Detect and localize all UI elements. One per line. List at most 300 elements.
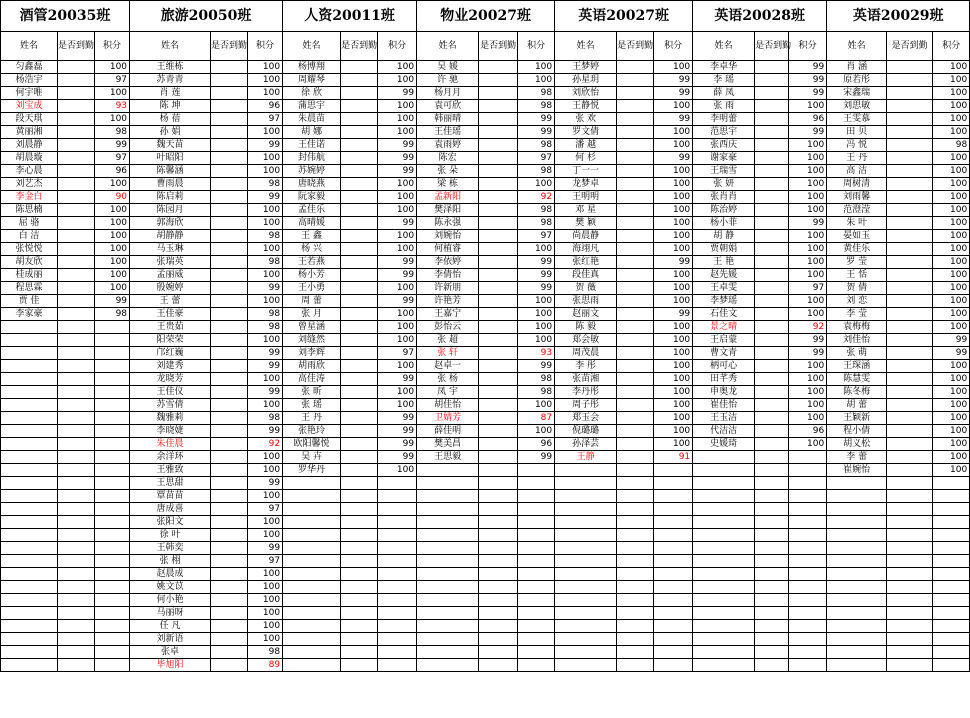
attended-cell[interactable] [211, 321, 248, 334]
attended-cell[interactable] [58, 204, 95, 217]
score-cell[interactable]: 91 [654, 451, 693, 464]
attended-cell[interactable] [58, 191, 95, 204]
score-cell[interactable]: 100 [933, 295, 970, 308]
attended-cell[interactable] [887, 61, 933, 74]
student-name[interactable]: 王韩奕 [130, 542, 211, 555]
student-name[interactable]: 郭海欣 [130, 217, 211, 230]
attended-cell[interactable] [887, 87, 933, 100]
student-name[interactable]: 张 雨 [693, 100, 755, 113]
score-cell[interactable]: 100 [248, 373, 283, 386]
student-name[interactable]: 李梦瑶 [693, 295, 755, 308]
attended-cell[interactable] [887, 386, 933, 399]
attended-cell[interactable] [58, 139, 95, 152]
student-name[interactable]: 韩丽晴 [417, 113, 479, 126]
attended-cell[interactable] [617, 308, 654, 321]
student-name[interactable]: 杨小芳 [283, 269, 341, 282]
score-cell[interactable]: 99 [248, 425, 283, 438]
attended-cell[interactable] [341, 269, 378, 282]
empty-cell[interactable] [555, 581, 617, 594]
score-cell[interactable]: 99 [378, 152, 417, 165]
student-name[interactable]: 王维栋 [130, 61, 211, 74]
attended-cell[interactable] [341, 61, 378, 74]
score-cell[interactable]: 98 [518, 217, 555, 230]
score-cell[interactable]: 98 [95, 126, 130, 139]
empty-cell[interactable] [341, 620, 378, 633]
empty-cell[interactable] [95, 399, 130, 412]
empty-cell[interactable] [518, 516, 555, 529]
attended-cell[interactable] [58, 308, 95, 321]
student-name[interactable]: 冯 悦 [827, 139, 887, 152]
student-name[interactable]: 刘缝然 [283, 334, 341, 347]
empty-cell[interactable] [789, 646, 827, 659]
score-cell[interactable]: 97 [248, 503, 283, 516]
student-name[interactable]: 崔婉怡 [827, 464, 887, 477]
attended-cell[interactable] [341, 243, 378, 256]
attended-cell[interactable] [341, 100, 378, 113]
attended-cell[interactable] [887, 373, 933, 386]
empty-cell[interactable] [555, 464, 617, 477]
score-cell[interactable]: 100 [789, 308, 827, 321]
score-cell[interactable]: 100 [248, 607, 283, 620]
attended-cell[interactable] [617, 269, 654, 282]
empty-cell[interactable] [887, 581, 933, 594]
score-cell[interactable]: 99 [248, 139, 283, 152]
score-cell[interactable]: 100 [248, 74, 283, 87]
score-cell[interactable]: 100 [248, 594, 283, 607]
attended-cell[interactable] [341, 360, 378, 373]
attended-cell[interactable] [341, 425, 378, 438]
empty-cell[interactable] [283, 568, 341, 581]
empty-cell[interactable] [378, 490, 417, 503]
empty-cell[interactable] [693, 529, 755, 542]
attended-cell[interactable] [617, 113, 654, 126]
attended-cell[interactable] [479, 308, 518, 321]
attended-cell[interactable] [887, 412, 933, 425]
student-name[interactable]: 周 蕾 [283, 295, 341, 308]
score-cell[interactable]: 99 [518, 451, 555, 464]
empty-cell[interactable] [95, 438, 130, 451]
attended-cell[interactable] [211, 555, 248, 568]
empty-cell[interactable] [95, 542, 130, 555]
score-cell[interactable]: 100 [933, 217, 970, 230]
empty-cell[interactable] [887, 503, 933, 516]
attended-cell[interactable] [479, 412, 518, 425]
score-cell[interactable]: 99 [654, 256, 693, 269]
attended-cell[interactable] [479, 113, 518, 126]
student-name[interactable]: 丁一一 [555, 165, 617, 178]
score-cell[interactable]: 99 [654, 308, 693, 321]
attended-cell[interactable] [341, 256, 378, 269]
empty-cell[interactable] [1, 516, 58, 529]
student-name[interactable]: 邓 星 [555, 204, 617, 217]
empty-cell[interactable] [755, 451, 789, 464]
attended-cell[interactable] [479, 347, 518, 360]
score-cell[interactable]: 96 [518, 438, 555, 451]
empty-cell[interactable] [1, 425, 58, 438]
empty-cell[interactable] [887, 516, 933, 529]
student-name[interactable]: 薛佳明 [417, 425, 479, 438]
attended-cell[interactable] [211, 178, 248, 191]
attended-cell[interactable] [617, 217, 654, 230]
empty-cell[interactable] [378, 516, 417, 529]
empty-cell[interactable] [341, 659, 378, 672]
student-name[interactable]: 邝红巍 [130, 347, 211, 360]
empty-cell[interactable] [1, 386, 58, 399]
student-name[interactable]: 卫婧芳 [417, 412, 479, 425]
student-name[interactable]: 刘欣怡 [555, 87, 617, 100]
attended-cell[interactable] [887, 204, 933, 217]
score-cell[interactable]: 99 [378, 451, 417, 464]
student-name[interactable]: 樊美昌 [417, 438, 479, 451]
score-cell[interactable]: 100 [248, 334, 283, 347]
score-cell[interactable]: 100 [248, 165, 283, 178]
student-name[interactable]: 樊泽阳 [417, 204, 479, 217]
student-name[interactable]: 杨 蓓 [130, 113, 211, 126]
score-cell[interactable]: 99 [789, 61, 827, 74]
empty-cell[interactable] [617, 633, 654, 646]
empty-cell[interactable] [479, 542, 518, 555]
attended-cell[interactable] [211, 516, 248, 529]
empty-cell[interactable] [789, 633, 827, 646]
score-cell[interactable]: 99 [789, 217, 827, 230]
attended-cell[interactable] [341, 347, 378, 360]
student-name[interactable]: 彭怡云 [417, 321, 479, 334]
empty-cell[interactable] [378, 555, 417, 568]
empty-cell[interactable] [827, 503, 887, 516]
attended-cell[interactable] [211, 204, 248, 217]
empty-cell[interactable] [417, 633, 479, 646]
student-name[interactable]: 黄佳乐 [827, 243, 887, 256]
student-name[interactable]: 何小艳 [130, 594, 211, 607]
score-cell[interactable]: 100 [933, 61, 970, 74]
attended-cell[interactable] [341, 74, 378, 87]
student-name[interactable]: 李倩怡 [417, 269, 479, 282]
score-cell[interactable]: 100 [933, 126, 970, 139]
empty-cell[interactable] [479, 464, 518, 477]
student-name[interactable]: 徐 欣 [283, 87, 341, 100]
empty-cell[interactable] [933, 581, 970, 594]
attended-cell[interactable] [755, 204, 789, 217]
student-name[interactable]: 朱晨苗 [283, 113, 341, 126]
empty-cell[interactable] [95, 360, 130, 373]
empty-cell[interactable] [518, 620, 555, 633]
student-name[interactable]: 阳荣荣 [130, 334, 211, 347]
score-cell[interactable]: 89 [248, 659, 283, 672]
attended-cell[interactable] [211, 464, 248, 477]
score-cell[interactable]: 87 [518, 412, 555, 425]
empty-cell[interactable] [933, 555, 970, 568]
empty-cell[interactable] [95, 607, 130, 620]
student-name[interactable]: 王佳瑶 [417, 126, 479, 139]
score-cell[interactable]: 100 [248, 451, 283, 464]
score-cell[interactable]: 100 [248, 490, 283, 503]
score-cell[interactable]: 100 [789, 295, 827, 308]
empty-cell[interactable] [933, 633, 970, 646]
empty-cell[interactable] [617, 620, 654, 633]
empty-cell[interactable] [617, 646, 654, 659]
student-name[interactable]: 王静 [555, 451, 617, 464]
student-name[interactable]: 何植睿 [417, 243, 479, 256]
attended-cell[interactable] [755, 87, 789, 100]
student-name[interactable]: 杨博翔 [283, 61, 341, 74]
empty-cell[interactable] [789, 594, 827, 607]
student-name[interactable]: 杨 兴 [283, 243, 341, 256]
score-cell[interactable]: 99 [789, 74, 827, 87]
score-cell[interactable]: 98 [518, 139, 555, 152]
student-name[interactable]: 范澄滢 [827, 204, 887, 217]
empty-cell[interactable] [518, 594, 555, 607]
score-cell[interactable]: 100 [933, 399, 970, 412]
empty-cell[interactable] [518, 568, 555, 581]
empty-cell[interactable] [887, 490, 933, 503]
student-name[interactable]: 杨浩宇 [1, 74, 58, 87]
attended-cell[interactable] [211, 243, 248, 256]
attended-cell[interactable] [755, 191, 789, 204]
empty-cell[interactable] [555, 542, 617, 555]
attended-cell[interactable] [211, 620, 248, 633]
attended-cell[interactable] [755, 308, 789, 321]
score-cell[interactable]: 99 [378, 373, 417, 386]
empty-cell[interactable] [755, 594, 789, 607]
empty-cell[interactable] [789, 659, 827, 672]
empty-cell[interactable] [283, 659, 341, 672]
score-cell[interactable]: 98 [248, 308, 283, 321]
score-cell[interactable]: 100 [933, 256, 970, 269]
empty-cell[interactable] [95, 334, 130, 347]
score-cell[interactable]: 98 [518, 87, 555, 100]
student-name[interactable]: 高 洁 [827, 165, 887, 178]
empty-cell[interactable] [755, 503, 789, 516]
empty-cell[interactable] [58, 659, 95, 672]
attended-cell[interactable] [58, 74, 95, 87]
score-cell[interactable]: 100 [933, 412, 970, 425]
score-cell[interactable]: 100 [95, 87, 130, 100]
attended-cell[interactable] [479, 139, 518, 152]
score-cell[interactable]: 99 [248, 191, 283, 204]
score-cell[interactable]: 99 [378, 412, 417, 425]
empty-cell[interactable] [827, 529, 887, 542]
attended-cell[interactable] [479, 295, 518, 308]
score-cell[interactable]: 100 [95, 61, 130, 74]
empty-cell[interactable] [654, 529, 693, 542]
empty-cell[interactable] [654, 607, 693, 620]
empty-cell[interactable] [755, 646, 789, 659]
student-name[interactable]: 刘建秀 [130, 360, 211, 373]
empty-cell[interactable] [617, 581, 654, 594]
empty-cell[interactable] [617, 594, 654, 607]
student-name[interactable]: 胡晨璇 [1, 152, 58, 165]
score-cell[interactable]: 100 [933, 204, 970, 217]
student-name[interactable]: 马丽呀 [130, 607, 211, 620]
empty-cell[interactable] [417, 568, 479, 581]
empty-cell[interactable] [341, 516, 378, 529]
score-cell[interactable]: 100 [518, 334, 555, 347]
attended-cell[interactable] [887, 191, 933, 204]
attended-cell[interactable] [617, 74, 654, 87]
student-name[interactable]: 阮家毅 [283, 191, 341, 204]
student-name[interactable]: 张瑞英 [130, 256, 211, 269]
empty-cell[interactable] [58, 646, 95, 659]
student-name[interactable]: 王佳豪 [130, 308, 211, 321]
empty-cell[interactable] [555, 516, 617, 529]
student-name[interactable]: 李晓婕 [130, 425, 211, 438]
score-cell[interactable]: 99 [518, 126, 555, 139]
empty-cell[interactable] [617, 607, 654, 620]
score-cell[interactable]: 100 [789, 243, 827, 256]
student-name[interactable]: 唐成喜 [130, 503, 211, 516]
empty-cell[interactable] [1, 594, 58, 607]
empty-cell[interactable] [755, 542, 789, 555]
empty-cell[interactable] [95, 425, 130, 438]
student-name[interactable]: 景之晴 [693, 321, 755, 334]
empty-cell[interactable] [378, 607, 417, 620]
empty-cell[interactable] [693, 594, 755, 607]
empty-cell[interactable] [378, 568, 417, 581]
attended-cell[interactable] [887, 438, 933, 451]
score-cell[interactable]: 99 [378, 295, 417, 308]
empty-cell[interactable] [479, 646, 518, 659]
attended-cell[interactable] [211, 360, 248, 373]
empty-cell[interactable] [789, 464, 827, 477]
student-name[interactable]: 肖 涵 [827, 61, 887, 74]
empty-cell[interactable] [417, 477, 479, 490]
student-name[interactable]: 王 丹 [283, 412, 341, 425]
attended-cell[interactable] [755, 321, 789, 334]
score-cell[interactable]: 97 [518, 230, 555, 243]
empty-cell[interactable] [887, 568, 933, 581]
score-cell[interactable]: 100 [248, 61, 283, 74]
student-name[interactable]: 周茂晨 [555, 347, 617, 360]
empty-cell[interactable] [95, 477, 130, 490]
empty-cell[interactable] [518, 542, 555, 555]
empty-cell[interactable] [95, 412, 130, 425]
score-cell[interactable]: 99 [95, 139, 130, 152]
student-name[interactable]: 胡 蕾 [827, 399, 887, 412]
attended-cell[interactable] [755, 412, 789, 425]
empty-cell[interactable] [887, 529, 933, 542]
score-cell[interactable]: 99 [933, 334, 970, 347]
empty-cell[interactable] [693, 477, 755, 490]
score-cell[interactable]: 100 [933, 230, 970, 243]
score-cell[interactable]: 100 [378, 230, 417, 243]
empty-cell[interactable] [417, 659, 479, 672]
attended-cell[interactable] [755, 126, 789, 139]
attended-cell[interactable] [58, 113, 95, 126]
score-cell[interactable]: 100 [654, 347, 693, 360]
empty-cell[interactable] [789, 490, 827, 503]
score-cell[interactable]: 100 [789, 204, 827, 217]
empty-cell[interactable] [933, 607, 970, 620]
empty-cell[interactable] [518, 529, 555, 542]
score-cell[interactable]: 100 [789, 191, 827, 204]
score-cell[interactable]: 100 [654, 178, 693, 191]
student-name[interactable]: 贺 倩 [827, 282, 887, 295]
attended-cell[interactable] [617, 139, 654, 152]
score-cell[interactable]: 100 [248, 295, 283, 308]
attended-cell[interactable] [887, 308, 933, 321]
student-name[interactable]: 程思霖 [1, 282, 58, 295]
attended-cell[interactable] [755, 256, 789, 269]
student-name[interactable]: 罗文倩 [555, 126, 617, 139]
attended-cell[interactable] [341, 126, 378, 139]
empty-cell[interactable] [617, 516, 654, 529]
student-name[interactable]: 周耀琴 [283, 74, 341, 87]
student-name[interactable]: 张西庆 [693, 139, 755, 152]
attended-cell[interactable] [755, 74, 789, 87]
attended-cell[interactable] [211, 451, 248, 464]
attended-cell[interactable] [617, 321, 654, 334]
student-name[interactable]: 李明蕾 [693, 113, 755, 126]
score-cell[interactable]: 100 [789, 256, 827, 269]
empty-cell[interactable] [58, 633, 95, 646]
student-name[interactable]: 梁 栋 [417, 178, 479, 191]
attended-cell[interactable] [58, 165, 95, 178]
attended-cell[interactable] [341, 217, 378, 230]
attended-cell[interactable] [341, 308, 378, 321]
student-name[interactable]: 陈永强 [417, 217, 479, 230]
student-name[interactable]: 石佳文 [693, 308, 755, 321]
attended-cell[interactable] [211, 412, 248, 425]
empty-cell[interactable] [933, 516, 970, 529]
empty-cell[interactable] [827, 646, 887, 659]
student-name[interactable]: 张卓 [130, 646, 211, 659]
attended-cell[interactable] [211, 87, 248, 100]
empty-cell[interactable] [789, 503, 827, 516]
student-name[interactable]: 胡友欣 [1, 256, 58, 269]
student-name[interactable]: 王启蒙 [693, 334, 755, 347]
empty-cell[interactable] [58, 542, 95, 555]
attended-cell[interactable] [341, 438, 378, 451]
attended-cell[interactable] [211, 152, 248, 165]
score-cell[interactable]: 99 [654, 113, 693, 126]
student-name[interactable]: 张 超 [417, 334, 479, 347]
score-cell[interactable]: 100 [518, 74, 555, 87]
attended-cell[interactable] [58, 152, 95, 165]
student-name[interactable]: 黄丽湘 [1, 126, 58, 139]
attended-cell[interactable] [755, 360, 789, 373]
student-name[interactable]: 王雅致 [130, 464, 211, 477]
empty-cell[interactable] [654, 555, 693, 568]
attended-cell[interactable] [755, 230, 789, 243]
attended-cell[interactable] [341, 399, 378, 412]
student-name[interactable]: 王佳诺 [283, 139, 341, 152]
student-name[interactable]: 高佳涛 [283, 373, 341, 386]
empty-cell[interactable] [283, 555, 341, 568]
score-cell[interactable]: 99 [378, 438, 417, 451]
score-cell[interactable]: 100 [378, 243, 417, 256]
student-name[interactable]: 赵晨成 [130, 568, 211, 581]
score-cell[interactable]: 100 [248, 126, 283, 139]
student-name[interactable]: 原若彤 [827, 74, 887, 87]
student-name[interactable]: 范思宇 [693, 126, 755, 139]
score-cell[interactable]: 100 [789, 386, 827, 399]
attended-cell[interactable] [211, 347, 248, 360]
student-name[interactable]: 匀鑫磊 [1, 61, 58, 74]
attended-cell[interactable] [887, 464, 933, 477]
empty-cell[interactable] [827, 659, 887, 672]
score-cell[interactable]: 99 [654, 74, 693, 87]
empty-cell[interactable] [378, 581, 417, 594]
score-cell[interactable]: 92 [248, 438, 283, 451]
student-name[interactable]: 凤 宇 [417, 386, 479, 399]
score-cell[interactable]: 100 [248, 620, 283, 633]
score-cell[interactable]: 99 [933, 347, 970, 360]
empty-cell[interactable] [654, 568, 693, 581]
score-cell[interactable]: 100 [248, 87, 283, 100]
attended-cell[interactable] [887, 256, 933, 269]
attended-cell[interactable] [479, 282, 518, 295]
empty-cell[interactable] [58, 503, 95, 516]
